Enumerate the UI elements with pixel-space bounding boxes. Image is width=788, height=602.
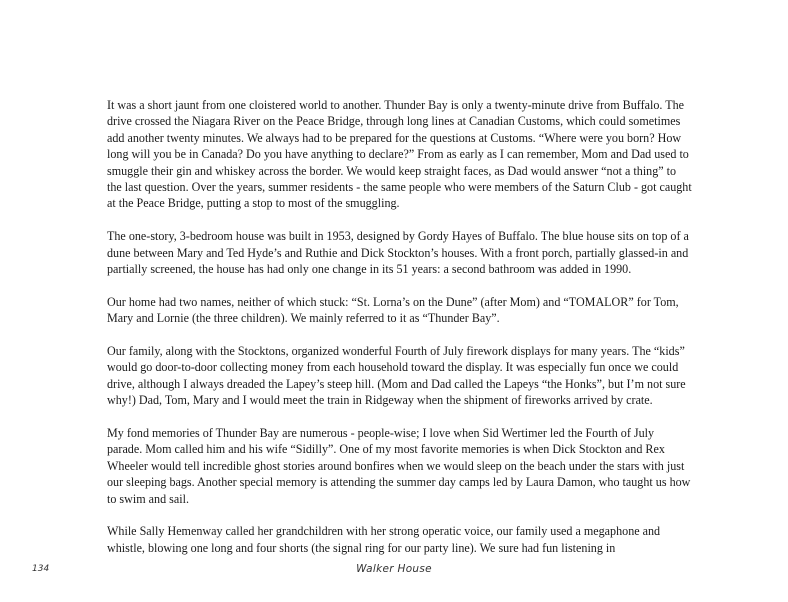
paragraph-names: Our home had two names, neither of which stuck: “St. Lorna’s on the Dune” (after Mom) and “TOMALOR” for Tom, Mary and Lornie (the three children). We mainly referred to it as “Thunder Bay”.: [107, 294, 679, 326]
page-number: 134: [32, 564, 50, 574]
footer-title: Walker House: [356, 563, 432, 575]
paragraph-customs: It was a short jaunt from one cloistered world to another. Thunder Bay is only a twenty-minute drive from Buffalo. The drive crossed the Niagara River on the Peace Bridge, through long lines at Canadian Customs, which could sometimes add another twenty minutes. We always had to be prepared for the questions at Customs. “Where were you born? How long will you be in Canada? Do you have anything to declare?” From as early as I can remember, Mom and Dad used to smuggle their gin and whiskey across the border. We would keep straight faces, as Dad would answer “not a thing” to the last question. Over the years, summer residents - the same people who were members of the Saturn Club - got caught at the Peace Bridge, putting a stop to most of the smuggling.: [107, 98, 692, 211]
paragraph-house: The one-story, 3-bedroom house was built in 1953, designed by Gordy Hayes of Buffalo. The blue house sits on top of a dune between Mary and Ted Hyde’s and Ruthie and Dick Stockton’s houses. With a front porch, partially glassed-in and partially screened, the house has had only one change in its 51 years: a second bathroom was added in 1990.: [107, 229, 689, 277]
paragraph-megaphone: While Sally Hemenway called her grandchildren with her strong operatic voice, our family used a megaphone and whistle, blowing one long and four shorts (the signal ring for our party line). We sure had fun listening in: [107, 524, 661, 555]
paragraph-fireworks: Our family, along with the Stocktons, organized wonderful Fourth of July firework displays for many years. The “kids” would go door-to-door collecting money from each household toward the display. It was especially fun once we could drive, although I always dreaded the Lapey’s steep hill. (Mom and Dad called the Lapeys “the Honks”, but I’m not sure why!) Dad, Tom, Mary and I would meet the train in Ridgeway when the shipment of fireworks arrived by crate.: [107, 344, 686, 408]
body-text: [107, 97, 692, 573]
paragraph-memories: My fond memories of Thunder Bay are numerous - people-wise; I love when Sid Wertimer led the Fourth of July parade. Mom called him and his wife “Sidilly”. One of my most favorite memories is when Dick Stockton and Rex Wheeler would tell incredible ghost stories around bonfires when we would sleep on the beach under the stars with just our sleeping bags. Another special memory is attending the summer day camps led by Laura Damon, who taught us how to swim and sail.: [107, 426, 691, 506]
